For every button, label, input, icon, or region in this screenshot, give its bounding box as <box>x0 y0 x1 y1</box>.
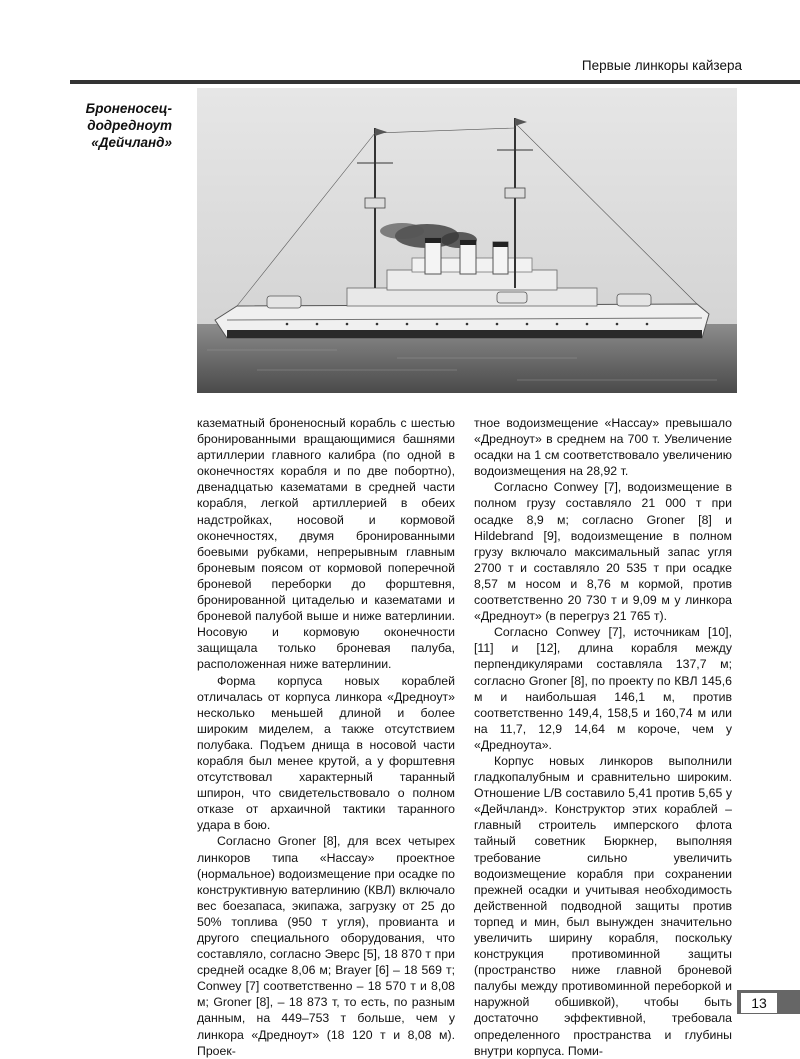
figure-caption <box>80 100 172 151</box>
caption-line: додредноут <box>87 118 172 133</box>
page-number: 13 <box>740 992 778 1014</box>
caption-line: «Дейчланд» <box>91 135 172 150</box>
header-rule <box>70 80 800 84</box>
paragraph: Форма корпуса новых кораблей отличалась от корпуса линкора «Дредноут» несколько меньшей длиной и более широким миделем, а также отсутствием полубака. Подъем днища в носовой части корабля был менее крутой, а у форштевня отсутствовал характерный таранный шпирон, что свидетельствовало о полном отказе от архаичной тактики таранного удара в бою. <box>197 673 455 833</box>
paragraph: тное водоизмещение «Нассау» превышало «Дредноут» в среднем на 700 т. Увеличение осадки на 1 см соответствовало увеличению водоизмещения на 28,92 т. <box>474 416 732 479</box>
paragraph: казематный броненосный корабль с шестью бронированными вращающимися башнями артиллерии главного калибра (по одной в оконечностях корабля и по две побортно), двенадцатью казематами в средней части корабля, легкой артиллерией в обеих надстройках, носовой и кормовой оконечностях, двумя бронированными боевыми рубками, непрерывным главным броневым поясом от кормовой поперечной броневой переборки до форштевня, бронированной цитаделью и казематами и броневой палубой выше и ниже ватерлинии. Носовую и кормовую оконечности защищала только броневая палуба, расположенная ниже ватерлинии. <box>197 416 455 672</box>
text-column-left <box>197 415 455 1059</box>
running-header-title: Первые линкоры кайзера <box>581 58 742 73</box>
paragraph: Согласно Conwey [7], источникам [10], [11] и [12], длина корабля между перпендикулярами составляла 137,7 м; согласно Groner [8], по проекту по КВЛ 145,6 м и наибольшая 146,1 м, против соответственно 149,4, 158,5 и 160,74 м или на 11,7, 12,9 14,64 м короче, чем у «Дредноута». <box>474 625 732 752</box>
ship-photo-drawing <box>197 88 737 393</box>
caption-line: Броненосец- <box>85 101 172 116</box>
paragraph: Корпус новых линкоров выполнили гладкопалубным и сравнительно широким. Отношение L/B составило 5,41 против 5,65 у «Дейчланд». Конструктор этих кораблей – главный строитель имперского флота тайный советник Бюркнер, выполняя требование сильно увеличить водоизмещение корабля при сохранении прежней осадки и учитывая необходимость действенной подводной защиты против торпед и мин, был вынужден значительно увеличить ширину корабля, поскольку конструкция противоминной защиты (пространство ниже главной броневой палубы между противоминной переборкой и наружной обшивкой), чтобы быть достаточно эффективной, требовала определенного пространства и глубины внутри корпуса. Поми- <box>474 753 732 1058</box>
ship-photo <box>197 88 737 393</box>
paragraph: Согласно Groner [8], для всех четырех линкоров типа «Нассау» проектное (нормальное) водоизмещение при осадке по конструктивную ватерлинию (КВЛ) включало вес боезапаса, экипажа, загрузку от 25 до 50% топлива (950 т угля), провианта и другого специального оборудования, что составляло, согласно Эверс [5], 18 870 т при средней осадке 8,06 м; Brayer [6] – 18 569 т; Conwey [7] соответственно – 18 570 т и 8,08 м; Groner [8], – 18 873 т, то есть, по разным данным, на 449–753 т больше, чем у линкора «Дредноут» (18 120 т и 8,08 м). Проек- <box>197 834 455 1058</box>
text-column-right <box>474 415 732 1059</box>
paragraph: Согласно Conwey [7], водоизмещение в полном грузу составляло 21 000 т при осадке 8,9 м; согласно Groner [8] и Hildebrand [9], водоизмещение в полном грузу включало максимальный запас угля 2700 т и составляло 20 535 т при осадке 8,57 м носом и 8,76 м кормой, против соответственно 20 730 т и 9,09 м у линкора «Дредноут» (в перегруз 21 765 т). <box>474 480 732 624</box>
